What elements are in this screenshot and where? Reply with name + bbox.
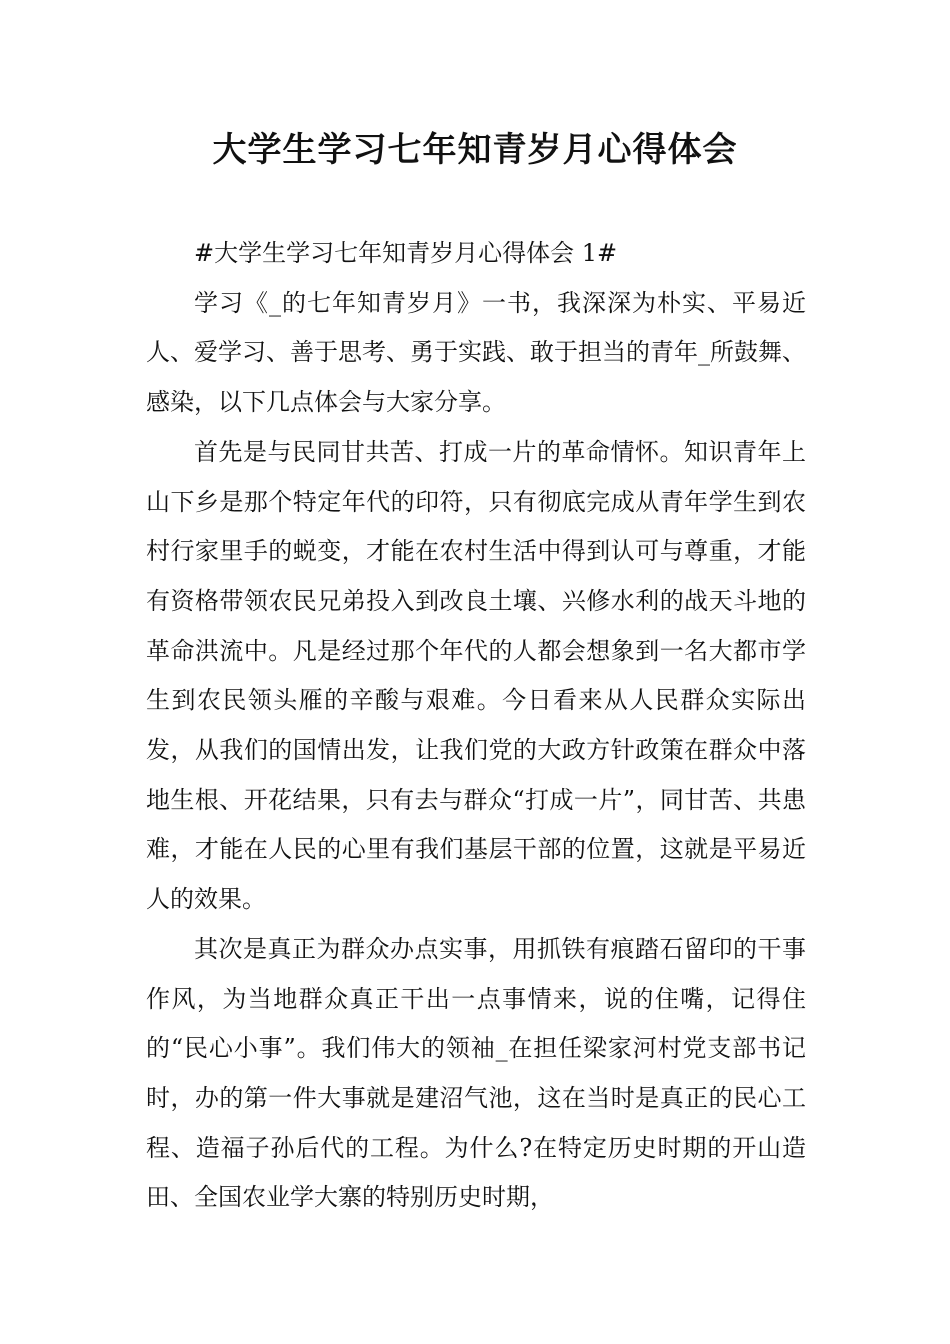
section-heading: #大学生学习七年知青岁月心得体会 1# bbox=[194, 239, 618, 267]
paragraph-second-point: 其次是真正为群众办点实事，用抓铁有痕踏石留印的干事作风，为当地群众真正干出一点事情来，说的住嘴，记得住的“民心小事”。我们伟大的领袖_在担任梁家河村党支部书记时，办的第一件大事就是建沼气池，这在当时是真正的民心工程、造福子孙后代的工程。为什么?在特定历史时期的开山造田、全国农业学大寨的特别历史时期， bbox=[146, 934, 806, 1212]
document-body bbox=[146, 229, 806, 1223]
paragraph-intro: 学习《_的七年知青岁月》一书，我深深为朴实、平易近人、爱学习、善于思考、勇于实践、敢于担当的青年_所鼓舞、感染，以下几点体会与大家分享。 bbox=[146, 288, 806, 417]
paragraph-first-point: 首先是与民同甘共苦、打成一片的革命情怀。知识青年上山下乡是那个特定年代的印符，只有彻底完成从青年学生到农村行家里手的蜕变，才能在农村生活中得到认可与尊重，才能有资格带领农民兄弟投入到改良土壤、兴修水利的战天斗地的革命洪流中。凡是经过那个年代的人都会想象到一名大都市学生到农民领头雁的辛酸与艰难。今日看来从人民群众实际出发，从我们的国情出发，让我们党的大政方针政策在群众中落地生根、开花结果，只有去与群众“打成一片”，同甘苦、共患难，才能在人民的心里有我们基层干部的位置，这就是平易近人的效果。 bbox=[146, 437, 806, 914]
document-title: 大学生学习七年知青岁月心得体会 bbox=[212, 130, 738, 170]
